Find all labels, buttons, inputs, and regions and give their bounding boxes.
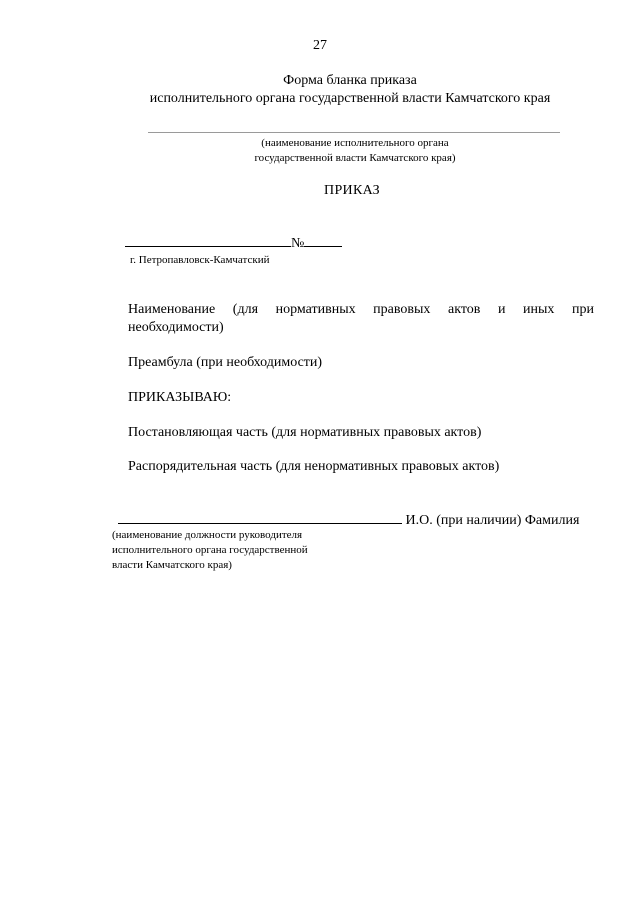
number-sign: № <box>291 236 305 251</box>
signature-caption-line1: (наименование должности руководителя <box>112 529 303 541</box>
document-type-title: ПРИКАЗ <box>324 183 380 198</box>
number-blank <box>304 233 342 247</box>
date-blank <box>125 233 291 247</box>
org-caption-line1: (наименование исполнительного органа <box>261 137 449 149</box>
org-name-line <box>148 132 560 133</box>
signature-position-blank <box>118 510 402 524</box>
body-preamble-paragraph: Преамбула (при необходимости) <box>128 355 323 370</box>
page-number: 27 <box>313 38 327 53</box>
org-caption-line2: государственной власти Камчатского края) <box>254 152 456 164</box>
place-of-issue: г. Петропавловск-Камчатский <box>130 254 270 266</box>
date-number-row <box>125 233 342 252</box>
signature-caption <box>112 528 412 573</box>
form-title-line1: Форма бланка приказа <box>283 73 417 88</box>
body-administrative-paragraph: Распорядительная часть (для ненормативных правовых актов) <box>128 459 500 474</box>
org-name-caption <box>180 136 530 166</box>
form-title-line2: исполнительного органа государственной власти Камчатского края <box>149 91 551 106</box>
signature-caption-line3: власти Камчатского края) <box>112 559 232 571</box>
body-order-word: ПРИКАЗЫВАЮ: <box>128 390 232 405</box>
body-operative-paragraph: Постановляющая часть (для нормативных правовых актов) <box>128 425 482 440</box>
body-name-paragraph: Наименование (для нормативных правовых актов и иных при необходимости) <box>128 302 594 335</box>
signature-caption-line2: исполнительного органа государственной <box>112 544 308 556</box>
signature-row <box>118 510 596 529</box>
form-title <box>100 72 600 108</box>
signature-name: И.О. (при наличии) Фамилия <box>405 513 580 528</box>
